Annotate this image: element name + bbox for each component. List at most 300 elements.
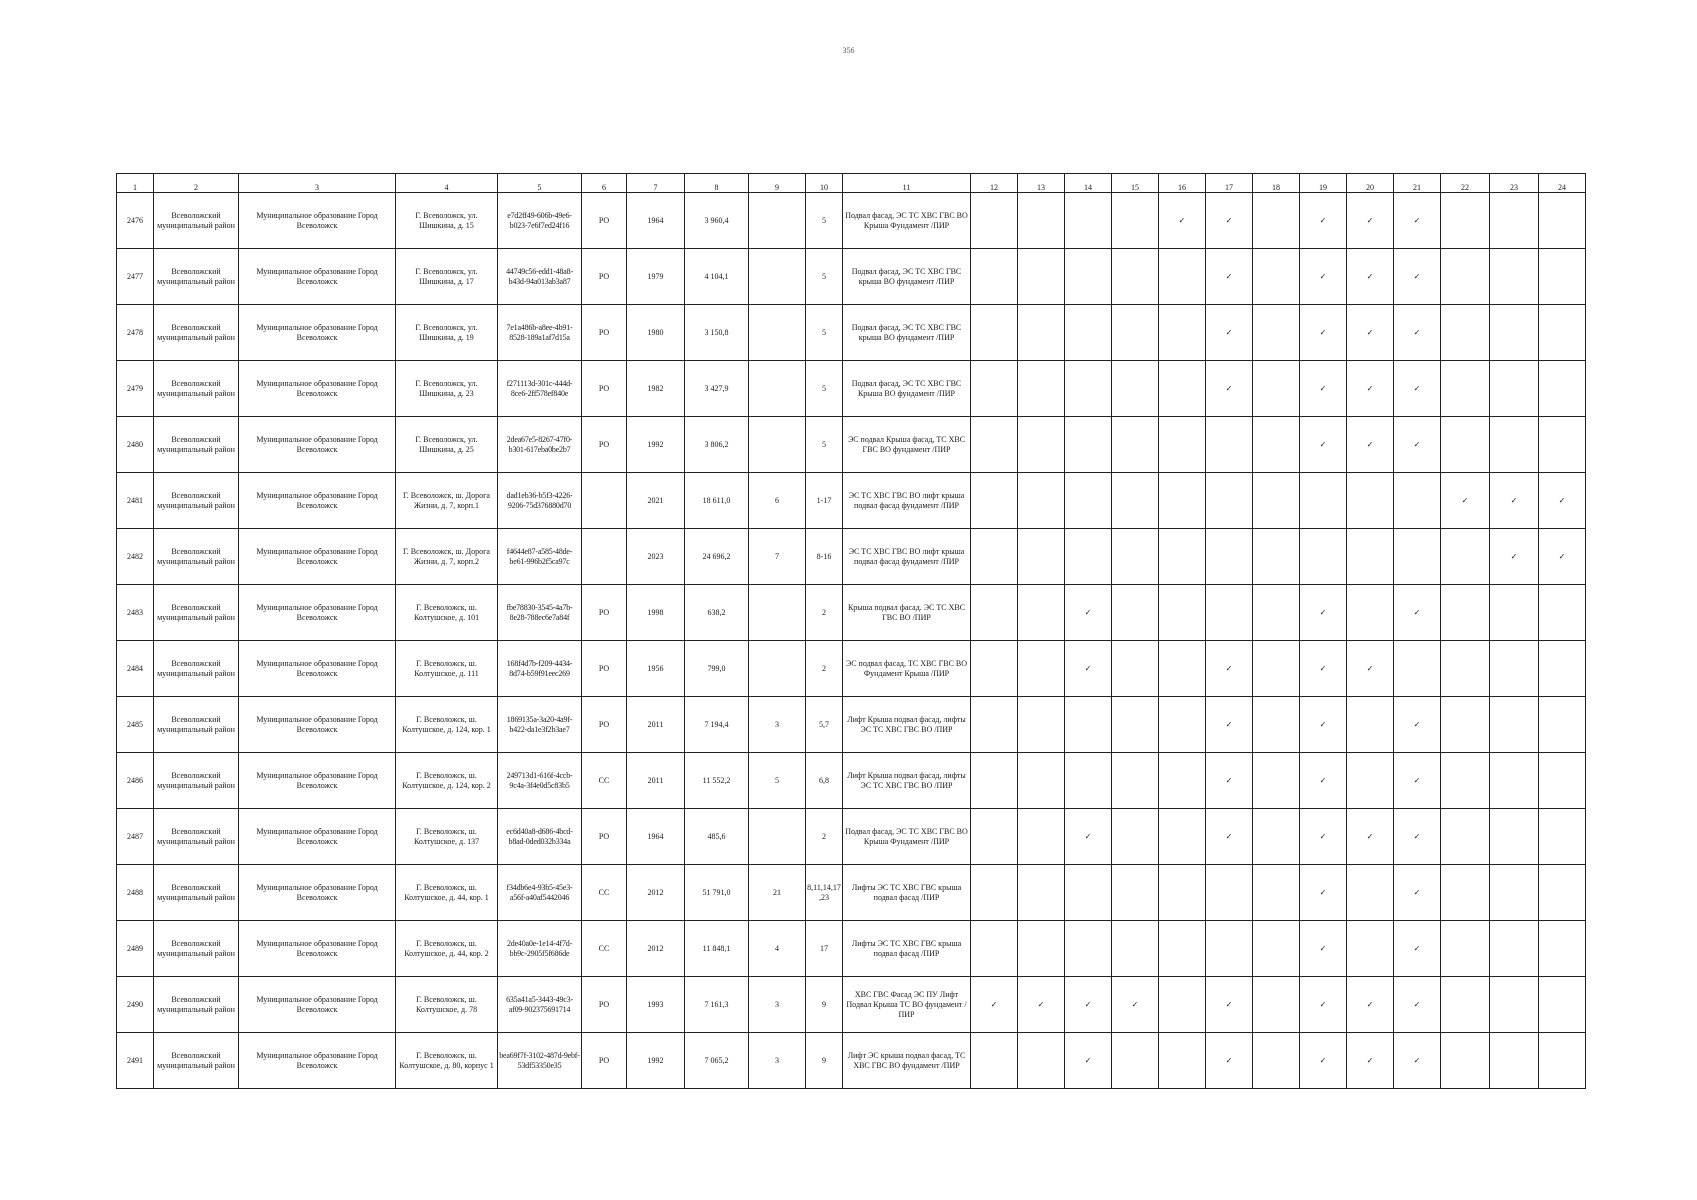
area-cell: 3 806,2 <box>685 417 749 473</box>
district-cell: Всеволожский муниципальный район <box>154 865 239 921</box>
table-row <box>117 529 1586 585</box>
area-cell: 485,6 <box>685 809 749 865</box>
table-row <box>117 921 1586 977</box>
table-row <box>117 641 1586 697</box>
guid-cell: 168f4d7b-f209-4434-8d74-b59f91eec269 <box>498 641 582 697</box>
empty-cell <box>1018 193 1065 249</box>
year-cell: 1998 <box>627 585 685 641</box>
table-row <box>117 697 1586 753</box>
check-mark-icon: ✓ <box>1539 473 1586 529</box>
municipality-cell: Муниципальное образование Город Всеволожск <box>239 921 396 977</box>
check-mark-icon: ✓ <box>1018 977 1065 1033</box>
column-header: 19 <box>1300 174 1347 193</box>
empty-cell <box>1253 977 1300 1033</box>
col9-cell <box>749 585 806 641</box>
municipality-cell: Муниципальное образование Город Всеволожск <box>239 249 396 305</box>
empty-cell <box>971 809 1018 865</box>
empty-cell <box>1490 361 1539 417</box>
area-cell: 4 104,1 <box>685 249 749 305</box>
empty-cell <box>1441 249 1490 305</box>
empty-cell <box>1253 305 1300 361</box>
floors-cell: 2 <box>806 641 843 697</box>
table-body <box>117 193 1586 1089</box>
municipality-cell: Муниципальное образование Город Всеволожск <box>239 1033 396 1089</box>
address-cell: Г. Всеволожск, ш. Колтушское, д. 44, кор. 2 <box>396 921 498 977</box>
column-header: 20 <box>1347 174 1394 193</box>
check-mark-icon: ✓ <box>1065 641 1112 697</box>
table-row <box>117 249 1586 305</box>
empty-cell <box>1441 585 1490 641</box>
municipality-cell: Муниципальное образование Город Всеволожск <box>239 697 396 753</box>
empty-cell <box>1112 305 1159 361</box>
empty-cell <box>971 529 1018 585</box>
works-cell: Лифт Крыша подвал фасад, лифты ЭС ТС ХВС ГВС ВО /ПИР <box>843 697 971 753</box>
district-cell: Всеволожский муниципальный район <box>154 977 239 1033</box>
column-header: 24 <box>1539 174 1586 193</box>
year-cell: 2012 <box>627 865 685 921</box>
works-cell: Лифт Крыша подвал фасад, лифты ЭС ТС ХВС ГВС ВО /ПИР <box>843 753 971 809</box>
col9-cell: 4 <box>749 921 806 977</box>
empty-cell <box>1490 249 1539 305</box>
empty-cell <box>1441 921 1490 977</box>
empty-cell <box>1206 473 1253 529</box>
empty-cell <box>1490 417 1539 473</box>
type-cell: РО <box>582 809 627 865</box>
col9-cell: 7 <box>749 529 806 585</box>
column-header: 10 <box>806 174 843 193</box>
municipality-cell: Муниципальное образование Город Всеволожск <box>239 809 396 865</box>
empty-cell <box>1300 473 1347 529</box>
col9-cell: 5 <box>749 753 806 809</box>
col9-cell: 3 <box>749 1033 806 1089</box>
check-mark-icon: ✓ <box>1347 193 1394 249</box>
check-mark-icon: ✓ <box>1065 977 1112 1033</box>
municipality-cell: Муниципальное образование Город Всеволожск <box>239 641 396 697</box>
check-mark-icon: ✓ <box>1300 753 1347 809</box>
check-mark-icon: ✓ <box>1394 1033 1441 1089</box>
district-cell: Всеволожский муниципальный район <box>154 1033 239 1089</box>
area-cell: 7 161,3 <box>685 977 749 1033</box>
empty-cell <box>1253 641 1300 697</box>
building-register-table <box>116 173 1586 1089</box>
empty-cell <box>1159 417 1206 473</box>
row-number-cell: 2491 <box>117 1033 154 1089</box>
type-cell: РО <box>582 641 627 697</box>
col9-cell: 21 <box>749 865 806 921</box>
municipality-cell: Муниципальное образование Город Всеволожск <box>239 865 396 921</box>
empty-cell <box>1159 473 1206 529</box>
guid-cell: 2dea67e5-8267-47f0-b301-617eba0be2b7 <box>498 417 582 473</box>
empty-cell <box>971 585 1018 641</box>
empty-cell <box>1441 697 1490 753</box>
empty-cell <box>1539 809 1586 865</box>
col9-cell: 3 <box>749 977 806 1033</box>
empty-cell <box>1253 921 1300 977</box>
address-cell: Г. Всеволожск, ш. Колтушское, д. 124, кор. 1 <box>396 697 498 753</box>
empty-cell <box>971 697 1018 753</box>
column-header: 11 <box>843 174 971 193</box>
check-mark-icon: ✓ <box>1347 809 1394 865</box>
works-cell: Подвал фасад, ЭС ТС ХВС ГВС крыша ВО фундамент /ПИР <box>843 305 971 361</box>
works-cell: ЭС ТС ХВС ГВС ВО лифт крыша подвал фасад фундамент /ПИР <box>843 473 971 529</box>
col9-cell: 6 <box>749 473 806 529</box>
empty-cell <box>1112 473 1159 529</box>
address-cell: Г. Всеволожск, ш. Колтушское, д. 44, кор. 1 <box>396 865 498 921</box>
guid-cell: 44749c56-edd1-48a8-b43d-94a013ab3a87 <box>498 249 582 305</box>
check-mark-icon: ✓ <box>1539 529 1586 585</box>
municipality-cell: Муниципальное образование Город Всеволожск <box>239 585 396 641</box>
empty-cell <box>1065 305 1112 361</box>
check-mark-icon: ✓ <box>1490 473 1539 529</box>
empty-cell <box>1253 473 1300 529</box>
works-cell: ХВС ГВС Фасад ЭС ПУ Лифт Подвал Крыша ТС ВО фундамент /ПИР <box>843 977 971 1033</box>
check-mark-icon: ✓ <box>1206 697 1253 753</box>
column-header: 14 <box>1065 174 1112 193</box>
municipality-cell: Муниципальное образование Город Всеволожск <box>239 361 396 417</box>
column-header: 5 <box>498 174 582 193</box>
year-cell: 1992 <box>627 1033 685 1089</box>
guid-cell: 249713d1-616f-4ccb-9c4a-3f4e0d5c83b5 <box>498 753 582 809</box>
check-mark-icon: ✓ <box>1300 417 1347 473</box>
works-cell: Подвал фасад, ЭС ТС ХВС ГВС ВО Крыша Фундамент /ПИР <box>843 809 971 865</box>
empty-cell <box>1112 697 1159 753</box>
empty-cell <box>1347 921 1394 977</box>
empty-cell <box>1253 249 1300 305</box>
col9-cell <box>749 361 806 417</box>
check-mark-icon: ✓ <box>1206 193 1253 249</box>
column-header: 1 <box>117 174 154 193</box>
guid-cell: 2de40a0e-1e14-4f7d-bb9c-2905f5f686de <box>498 921 582 977</box>
type-cell: РО <box>582 585 627 641</box>
empty-cell <box>1065 529 1112 585</box>
table-row <box>117 305 1586 361</box>
empty-cell <box>1159 921 1206 977</box>
empty-cell <box>1394 529 1441 585</box>
check-mark-icon: ✓ <box>1394 249 1441 305</box>
area-cell: 51 791,0 <box>685 865 749 921</box>
year-cell: 1992 <box>627 417 685 473</box>
check-mark-icon: ✓ <box>1300 193 1347 249</box>
type-cell <box>582 529 627 585</box>
empty-cell <box>1300 529 1347 585</box>
empty-cell <box>1159 361 1206 417</box>
empty-cell <box>1347 585 1394 641</box>
check-mark-icon: ✓ <box>1394 305 1441 361</box>
table-row <box>117 417 1586 473</box>
empty-cell <box>1253 585 1300 641</box>
row-number-cell: 2482 <box>117 529 154 585</box>
empty-cell <box>1490 1033 1539 1089</box>
empty-cell <box>1253 193 1300 249</box>
empty-cell <box>1065 753 1112 809</box>
check-mark-icon: ✓ <box>1394 361 1441 417</box>
district-cell: Всеволожский муниципальный район <box>154 753 239 809</box>
district-cell: Всеволожский муниципальный район <box>154 585 239 641</box>
check-mark-icon: ✓ <box>1300 697 1347 753</box>
empty-cell <box>1018 865 1065 921</box>
year-cell: 2012 <box>627 921 685 977</box>
municipality-cell: Муниципальное образование Город Всеволожск <box>239 753 396 809</box>
address-cell: Г. Всеволожск, ш. Колтушское, д. 78 <box>396 977 498 1033</box>
check-mark-icon: ✓ <box>1206 361 1253 417</box>
floors-cell: 2 <box>806 585 843 641</box>
floors-cell: 9 <box>806 977 843 1033</box>
check-mark-icon: ✓ <box>1206 305 1253 361</box>
column-header: 6 <box>582 174 627 193</box>
row-number-cell: 2485 <box>117 697 154 753</box>
empty-cell <box>1159 753 1206 809</box>
empty-cell <box>1206 585 1253 641</box>
empty-cell <box>1539 977 1586 1033</box>
empty-cell <box>1253 417 1300 473</box>
row-number-cell: 2488 <box>117 865 154 921</box>
works-cell: Подвал фасад, ЭС ТС ХВС ГВС Крыша ВО фундамент /ПИР <box>843 361 971 417</box>
address-cell: Г. Всеволожск, ш. Колтушское, д. 80, корпус 1 <box>396 1033 498 1089</box>
row-number-cell: 2486 <box>117 753 154 809</box>
floors-cell: 17 <box>806 921 843 977</box>
empty-cell <box>1539 697 1586 753</box>
empty-cell <box>1441 865 1490 921</box>
area-cell: 11 848,1 <box>685 921 749 977</box>
check-mark-icon: ✓ <box>971 977 1018 1033</box>
municipality-cell: Муниципальное образование Город Всеволожск <box>239 305 396 361</box>
check-mark-icon: ✓ <box>1347 305 1394 361</box>
row-number-cell: 2481 <box>117 473 154 529</box>
empty-cell <box>1018 697 1065 753</box>
address-cell: Г. Всеволожск, ул. Шишкина, д. 17 <box>396 249 498 305</box>
check-mark-icon: ✓ <box>1206 249 1253 305</box>
year-cell: 2011 <box>627 753 685 809</box>
empty-cell <box>1018 305 1065 361</box>
empty-cell <box>1490 809 1539 865</box>
type-cell: СС <box>582 753 627 809</box>
empty-cell <box>1539 361 1586 417</box>
area-cell: 3 150,8 <box>685 305 749 361</box>
address-cell: Г. Всеволожск, ул. Шишкина, д. 25 <box>396 417 498 473</box>
works-cell: ЭС подвал Крыша фасад, ТС ХВС ГВС ВО фундамент /ПИР <box>843 417 971 473</box>
row-number-cell: 2479 <box>117 361 154 417</box>
year-cell: 2023 <box>627 529 685 585</box>
year-cell: 1993 <box>627 977 685 1033</box>
empty-cell <box>1394 641 1441 697</box>
empty-cell <box>1018 417 1065 473</box>
empty-cell <box>1441 193 1490 249</box>
column-header: 23 <box>1490 174 1539 193</box>
type-cell: РО <box>582 249 627 305</box>
check-mark-icon: ✓ <box>1394 921 1441 977</box>
column-header: 15 <box>1112 174 1159 193</box>
table-row <box>117 809 1586 865</box>
empty-cell <box>1441 809 1490 865</box>
area-cell: 7 065,2 <box>685 1033 749 1089</box>
empty-cell <box>1112 753 1159 809</box>
district-cell: Всеволожский муниципальный район <box>154 697 239 753</box>
address-cell: Г. Всеволожск, ш. Колтушское, д. 124, кор. 2 <box>396 753 498 809</box>
floors-cell: 5 <box>806 361 843 417</box>
check-mark-icon: ✓ <box>1206 809 1253 865</box>
empty-cell <box>1347 529 1394 585</box>
check-mark-icon: ✓ <box>1065 809 1112 865</box>
check-mark-icon: ✓ <box>1394 809 1441 865</box>
empty-cell <box>1539 1033 1586 1089</box>
empty-cell <box>1018 249 1065 305</box>
table-row <box>117 361 1586 417</box>
empty-cell <box>971 417 1018 473</box>
empty-cell <box>1441 641 1490 697</box>
guid-cell: f271113d-301c-444d-8ce6-2ff578ef840e <box>498 361 582 417</box>
type-cell <box>582 473 627 529</box>
floors-cell: 5 <box>806 305 843 361</box>
works-cell: Подвал фасад, ЭС ТС ХВС ГВС ВО Крыша Фундамент /ПИР <box>843 193 971 249</box>
row-number-cell: 2490 <box>117 977 154 1033</box>
column-header: 9 <box>749 174 806 193</box>
check-mark-icon: ✓ <box>1300 921 1347 977</box>
area-cell: 3 960,4 <box>685 193 749 249</box>
empty-cell <box>971 249 1018 305</box>
empty-cell <box>1539 921 1586 977</box>
type-cell: РО <box>582 361 627 417</box>
col9-cell: 3 <box>749 697 806 753</box>
check-mark-icon: ✓ <box>1300 305 1347 361</box>
check-mark-icon: ✓ <box>1300 1033 1347 1089</box>
empty-cell <box>1018 753 1065 809</box>
type-cell: РО <box>582 193 627 249</box>
empty-cell <box>1065 417 1112 473</box>
area-cell: 24 696,2 <box>685 529 749 585</box>
floors-cell: 1-17 <box>806 473 843 529</box>
check-mark-icon: ✓ <box>1300 249 1347 305</box>
empty-cell <box>1539 585 1586 641</box>
floors-cell: 5 <box>806 417 843 473</box>
works-cell: Подвал фасад, ЭС ТС ХВС ГВС крыша ВО фундамент /ПИР <box>843 249 971 305</box>
empty-cell <box>1490 753 1539 809</box>
table-row <box>117 1033 1586 1089</box>
empty-cell <box>1159 305 1206 361</box>
empty-cell <box>971 865 1018 921</box>
check-mark-icon: ✓ <box>1300 641 1347 697</box>
empty-cell <box>971 473 1018 529</box>
check-mark-icon: ✓ <box>1394 977 1441 1033</box>
area-cell: 7 194,4 <box>685 697 749 753</box>
floors-cell: 5,7 <box>806 697 843 753</box>
area-cell: 638,2 <box>685 585 749 641</box>
empty-cell <box>971 921 1018 977</box>
empty-cell <box>1112 585 1159 641</box>
check-mark-icon: ✓ <box>1441 473 1490 529</box>
guid-cell: 1869135a-3a20-4a9f-b422-da1e3f2b3ae7 <box>498 697 582 753</box>
empty-cell <box>1490 193 1539 249</box>
row-number-cell: 2477 <box>117 249 154 305</box>
table-row <box>117 585 1586 641</box>
column-header: 22 <box>1441 174 1490 193</box>
address-cell: Г. Всеволожск, ш. Колтушское, д. 137 <box>396 809 498 865</box>
district-cell: Всеволожский муниципальный район <box>154 641 239 697</box>
empty-cell <box>1441 753 1490 809</box>
district-cell: Всеволожский муниципальный район <box>154 809 239 865</box>
municipality-cell: Муниципальное образование Город Всеволожск <box>239 529 396 585</box>
empty-cell <box>1018 585 1065 641</box>
empty-cell <box>1112 193 1159 249</box>
empty-cell <box>1441 1033 1490 1089</box>
empty-cell <box>1159 641 1206 697</box>
floors-cell: 9 <box>806 1033 843 1089</box>
area-cell: 18 611,0 <box>685 473 749 529</box>
year-cell: 1980 <box>627 305 685 361</box>
empty-cell <box>1159 249 1206 305</box>
check-mark-icon: ✓ <box>1300 865 1347 921</box>
empty-cell <box>1539 417 1586 473</box>
works-cell: Лифты ЭС ТС ХВС ГВС крыша подвал фасад /ПИР <box>843 865 971 921</box>
address-cell: Г. Всеволожск, ш. Дорога Жизни, д. 7, корп.1 <box>396 473 498 529</box>
empty-cell <box>1539 193 1586 249</box>
empty-cell <box>1394 473 1441 529</box>
table-row <box>117 977 1586 1033</box>
check-mark-icon: ✓ <box>1300 361 1347 417</box>
empty-cell <box>971 193 1018 249</box>
address-cell: Г. Всеволожск, ш. Дорога Жизни, д. 7, корп.2 <box>396 529 498 585</box>
empty-cell <box>971 641 1018 697</box>
check-mark-icon: ✓ <box>1112 977 1159 1033</box>
municipality-cell: Муниципальное образование Город Всеволожск <box>239 417 396 473</box>
guid-cell: ec6d40a8-d686-4bcd-b8ad-0ded032b334a <box>498 809 582 865</box>
empty-cell <box>1159 977 1206 1033</box>
guid-cell: e7d2ff49-606b-49e6-b023-7e6f7ed24f16 <box>498 193 582 249</box>
district-cell: Всеволожский муниципальный район <box>154 473 239 529</box>
empty-cell <box>1206 417 1253 473</box>
type-cell: СС <box>582 865 627 921</box>
empty-cell <box>1253 697 1300 753</box>
check-mark-icon: ✓ <box>1347 249 1394 305</box>
check-mark-icon: ✓ <box>1490 529 1539 585</box>
empty-cell <box>1347 697 1394 753</box>
row-number-cell: 2487 <box>117 809 154 865</box>
empty-cell <box>1441 305 1490 361</box>
area-cell: 799,0 <box>685 641 749 697</box>
empty-cell <box>1112 921 1159 977</box>
empty-cell <box>1065 865 1112 921</box>
empty-cell <box>1159 529 1206 585</box>
check-mark-icon: ✓ <box>1206 977 1253 1033</box>
column-header: 17 <box>1206 174 1253 193</box>
empty-cell <box>1490 977 1539 1033</box>
works-cell: ЭС ТС ХВС ГВС ВО лифт крыша подвал фасад фундамент /ПИР <box>843 529 971 585</box>
empty-cell <box>1112 361 1159 417</box>
empty-cell <box>1539 865 1586 921</box>
empty-cell <box>1159 697 1206 753</box>
floors-cell: 5 <box>806 193 843 249</box>
empty-cell <box>1347 865 1394 921</box>
empty-cell <box>971 305 1018 361</box>
row-number-cell: 2483 <box>117 585 154 641</box>
column-header: 13 <box>1018 174 1065 193</box>
row-number-cell: 2484 <box>117 641 154 697</box>
empty-cell <box>1347 753 1394 809</box>
guid-cell: f4644e87-a585-48de-be61-996b2f5ca97c <box>498 529 582 585</box>
empty-cell <box>1206 921 1253 977</box>
empty-cell <box>1112 865 1159 921</box>
empty-cell <box>1253 1033 1300 1089</box>
check-mark-icon: ✓ <box>1206 641 1253 697</box>
check-mark-icon: ✓ <box>1347 977 1394 1033</box>
empty-cell <box>1065 193 1112 249</box>
empty-cell <box>1441 417 1490 473</box>
empty-cell <box>1112 529 1159 585</box>
check-mark-icon: ✓ <box>1394 753 1441 809</box>
works-cell: ЭС подвал фасад, ТС ХВС ГВС ВО Фундамент Крыша /ПИР <box>843 641 971 697</box>
row-number-cell: 2476 <box>117 193 154 249</box>
check-mark-icon: ✓ <box>1394 697 1441 753</box>
empty-cell <box>1253 753 1300 809</box>
